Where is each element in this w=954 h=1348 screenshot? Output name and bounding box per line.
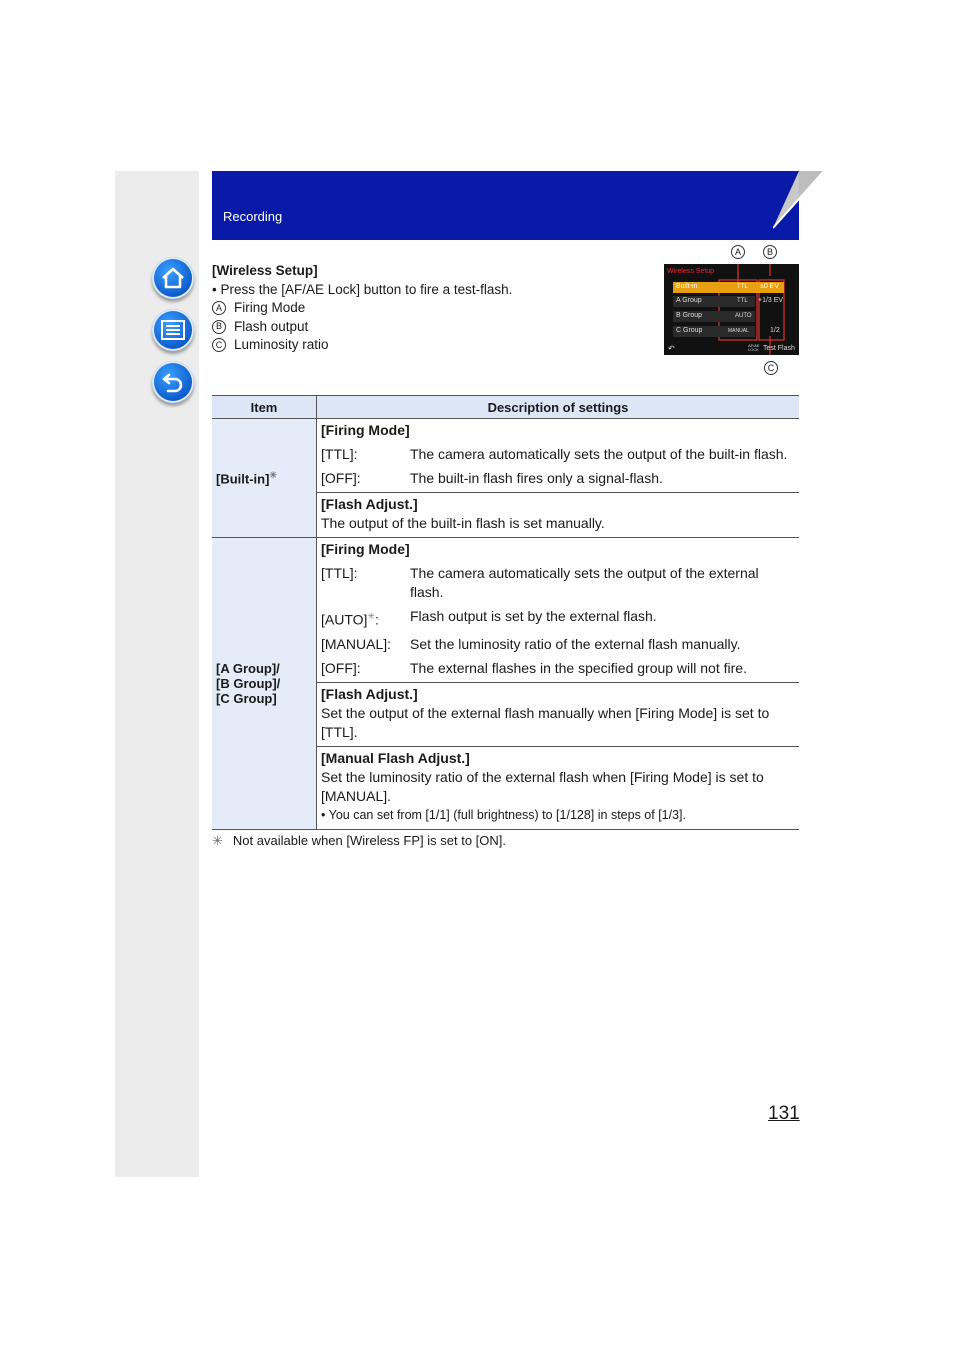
col-desc-header: Description of settings [317,396,800,419]
section-text: Set the output of the external flash manually when [Firing Mode] is set to [TTL]. [321,704,770,740]
item-group-a: [A Group]/ [216,660,280,676]
section-header-bar [212,171,799,228]
group-adjust-section [317,682,799,746]
option-row [321,445,795,464]
screen-row-mode: TTL [737,298,748,304]
option-key: [AUTO] [321,611,368,628]
marker-a: A [731,245,745,259]
screen-row-name: A Group [676,297,702,304]
screen-row-value: ±0 EV [760,283,780,290]
section-text: Set the luminosity ratio of the external flash when [Firing Mode] is set to [MANUAL]. [321,768,764,804]
legend-text: Luminosity ratio [234,337,329,352]
back-arrow-icon[interactable] [152,361,194,403]
screen-test-flash: Test Flash [763,345,795,352]
builtin-adjust-section [317,492,799,537]
legend-mark-a: A [212,301,226,315]
section-label: Recording [223,209,283,224]
screen-row-value: 1/2 [770,327,780,334]
screen-row-name: Built-in [676,283,698,290]
screen-back-icon: ↶ [668,344,675,353]
screen-row-name: C Group [676,327,703,334]
item-group-b: [B Group]/ [216,675,281,691]
item-builtin-label: [Built-in] [216,471,270,487]
home-icon[interactable] [152,257,194,299]
intro-bullet: • Press the [AF/AE Lock] button to fire a test-flash. [212,281,513,297]
option-key-auto: [AUTO]✳: [321,611,379,628]
legend-item [212,299,512,318]
option-row [321,635,795,654]
marker-c: C [764,361,778,375]
intro-title: [Wireless Setup] [212,263,318,278]
footnote [212,833,506,849]
option-value: The camera automatically sets the output of the built-in flash. [410,446,788,462]
option-row [321,564,795,602]
screen-row-mode: MANUAL [728,328,749,334]
legend-mark-b: B [212,320,226,334]
builtin-firing-section [317,419,799,492]
item-group-c: [C Group] [216,690,277,706]
legend-item [212,336,512,355]
option-value: The external flashes in the specified group will not fire. [410,659,747,676]
settings-table [212,395,799,830]
asterisk-mark: ✳ [367,611,375,621]
option-row [321,607,795,630]
option-row [321,469,795,488]
footnote-text: Not available when [Wireless FP] is set to [ON]. [232,833,507,848]
section-heading: [Flash Adjust.] [321,496,418,512]
section-heading: [Firing Mode] [321,541,410,557]
legend-item [212,318,512,337]
option-value: The built-in flash fires only a signal-flash. [410,470,663,486]
camera-screen-image [664,264,799,355]
legend-mark-c: C [212,338,226,352]
screen-row-mode: AUTO [735,313,752,319]
option-key: [MANUAL]: [321,635,392,652]
legend-text: Flash output [234,318,309,334]
section-heading: [Flash Adjust.] [321,685,418,702]
intro-block [212,262,512,355]
option-key: [OFF]: [321,659,361,676]
option-value: The camera automatically sets the output of the external flash. [410,565,759,600]
asterisk-mark: ✳ [269,469,277,480]
item-builtin [212,419,317,538]
section-heading: [Firing Mode] [321,422,410,438]
option-value: Set the luminosity ratio of the external flash manually. [410,635,741,652]
screen-lock-label: AF/AE LOCK [748,343,760,352]
table-row [212,419,799,538]
group-manual-section [317,746,799,829]
section-text: The output of the built-in flash is set manually. [321,515,605,531]
desc-groups [317,538,800,830]
footnote-mark: ✳ [212,833,223,848]
section-heading: [Manual Flash Adjust.] [321,749,470,766]
table-header-row [212,396,799,419]
item-groups [212,538,317,830]
option-key: [TTL]: [321,565,358,581]
page-corner-decoration [773,171,824,231]
option-key: [OFF]: [321,470,361,486]
screen-row-value: +1/3 EV [758,297,784,304]
legend-text: Firing Mode [234,300,306,315]
option-row [321,659,795,678]
screen-row-mode: TTL [737,284,748,290]
table-row [212,538,799,830]
desc-builtin [317,419,800,538]
screen-row-name: B Group [676,312,703,319]
page-number: 131 [768,1103,800,1124]
option-key: [TTL]: [321,446,358,462]
section-note: • You can set from [1/1] (full brightness) to [1/128] in steps of [1/3]. [321,807,686,822]
marker-b: B [763,245,777,259]
contents-list-icon[interactable] [152,309,194,351]
option-value: Flash output is set by the external flash. [410,608,657,624]
col-item-header: Item [212,396,317,419]
screen-title: Wireless Setup [667,268,715,275]
group-firing-section [317,538,799,682]
header-underline [212,228,799,240]
